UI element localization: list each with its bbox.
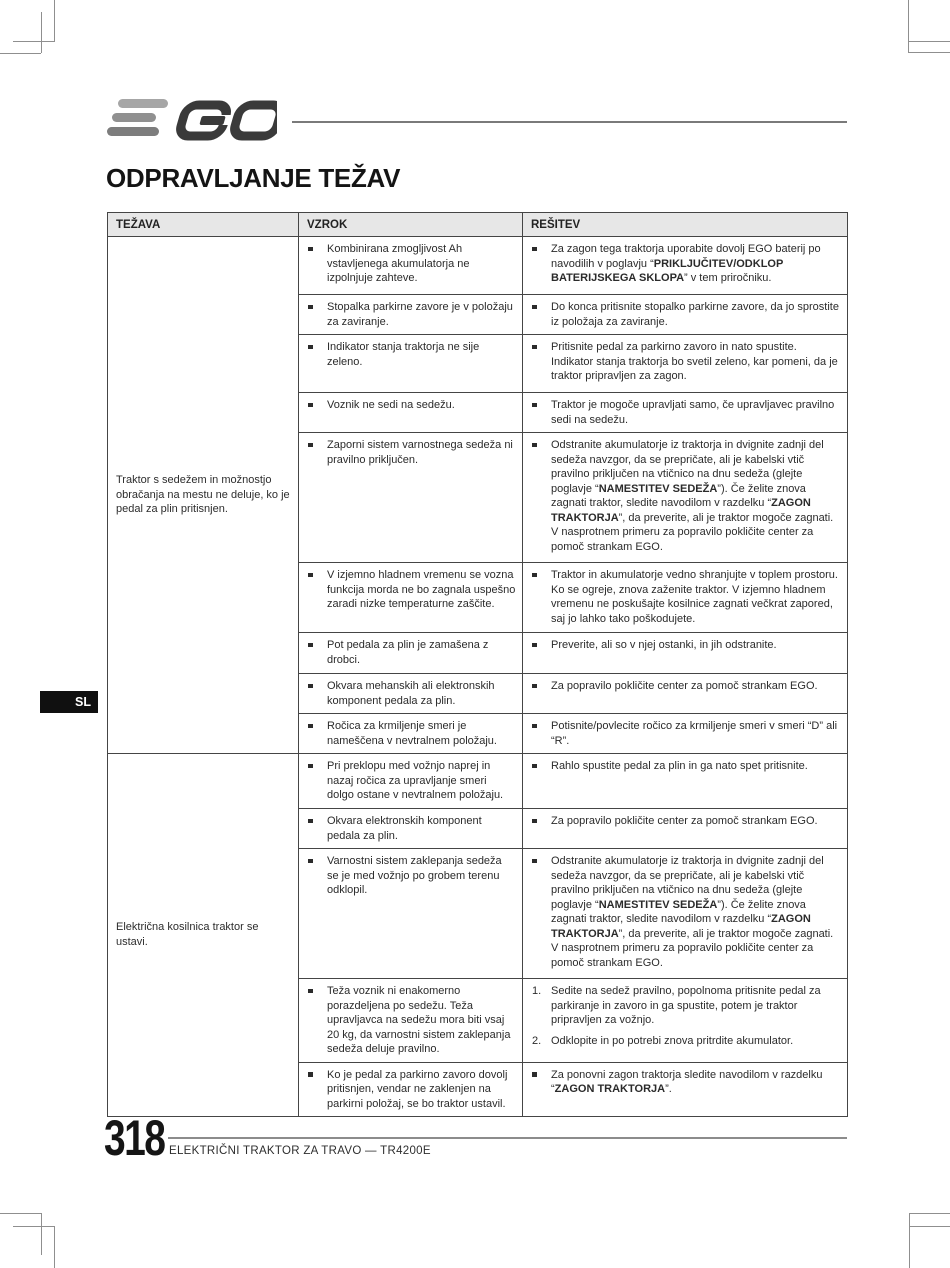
problem-cell: Električna kosilnica traktor se ustavi. — [108, 754, 299, 1117]
bullet-icon — [532, 345, 537, 350]
bullet-icon — [532, 724, 537, 729]
bullet-icon — [532, 247, 537, 252]
solution-text: Rahlo spustite pedal za plin in ga nato spet pritisnite. — [551, 760, 808, 773]
solution-cell — [523, 237, 848, 295]
solution-text: Preverite, ali so v njej ostanki, in jih odstranite. — [551, 639, 777, 652]
cause-text: Ročica za krmiljenje smeri je nameščena v nevtralnem položaju. — [327, 720, 497, 747]
bullet-icon — [308, 403, 313, 408]
solution-text: Traktor je mogoče upravljati samo, če upravljavec pravilno sedi na sedežu. — [551, 399, 835, 426]
crop-mark — [908, 0, 909, 53]
bullet-icon — [308, 859, 313, 864]
crop-mark — [41, 1213, 42, 1255]
crop-mark — [54, 0, 55, 41]
bullet-icon — [532, 684, 537, 689]
cause-text: Pri preklopu med vožnjo naprej in nazaj ročica za upravljanje smeri dolgo ostane v nevtralnem položaju. — [327, 760, 504, 802]
bullet-icon — [532, 573, 537, 578]
cause-text: Okvara mehanskih ali elektronskih komponent pedala za plin. — [327, 680, 495, 707]
bullet-icon — [532, 643, 537, 648]
crop-mark — [909, 1226, 950, 1227]
solution-cell — [523, 714, 848, 754]
solution-cell — [523, 674, 848, 714]
col-header-solution: REŠITEV — [523, 213, 848, 237]
crop-mark — [908, 41, 950, 42]
bullet-icon — [532, 859, 537, 864]
crop-mark — [54, 1226, 55, 1268]
bullet-icon — [308, 573, 313, 578]
solution-cell — [523, 849, 848, 979]
bullet-icon — [308, 1072, 313, 1077]
solution-cell — [523, 433, 848, 563]
table-row — [108, 754, 848, 809]
page-title: ODPRAVLJANJE TEŽAV — [106, 163, 401, 193]
cause-text: Kombinirana zmogljivost Ah vstavljenega akumulatorja ne izpolnjuje zahteve. — [327, 243, 470, 285]
solution-cell — [523, 393, 848, 433]
bullet-icon — [308, 247, 313, 252]
bullet-icon — [532, 305, 537, 310]
crop-mark — [909, 1213, 910, 1268]
cause-text: V izjemno hladnem vremenu se vozna funkcija morda ne bo zagnala uspešno zaradi nizke temperaturne zaščite. — [327, 569, 516, 611]
footer-model-text: ELEKTRIČNI TRAKTOR ZA TRAVO — TR4200E — [169, 1145, 431, 1157]
list-number: 2. — [532, 1034, 542, 1047]
cause-cell — [299, 674, 523, 714]
cause-cell — [299, 754, 523, 809]
solution-text: Traktor in akumulatorje vedno shranjujte v toplem prostoru. Ko se ogreje, znova zaženite traktor. V izjemno hladnem vremenu ne poskušajte kosilnice zagnati večkrat zapored, saj jo lahko tako poškodujete. — [551, 569, 838, 625]
solution-cell — [523, 335, 848, 393]
bullet-icon — [308, 819, 313, 824]
page-number: 318 — [104, 1110, 165, 1166]
bullet-icon — [532, 443, 537, 448]
cause-text: Indikator stanja traktorja ne sije zeleno. — [327, 341, 480, 368]
bullet-icon — [308, 989, 313, 994]
cause-cell — [299, 433, 523, 563]
crop-mark — [13, 1226, 54, 1227]
solution-text: Odklopite in po potrebi znova pritrdite akumulator. — [551, 1034, 794, 1047]
bullet-icon — [532, 764, 537, 769]
cause-cell — [299, 633, 523, 674]
cause-cell — [299, 393, 523, 433]
solution-cell — [523, 563, 848, 633]
troubleshooting-table-body — [108, 237, 848, 1117]
cause-cell — [299, 335, 523, 393]
cause-cell — [299, 295, 523, 335]
solution-cell — [523, 633, 848, 674]
bullet-icon — [308, 643, 313, 648]
ego-logo — [105, 98, 277, 142]
bullet-icon — [532, 403, 537, 408]
solution-text: Za zagon tega traktorja uporabite dovolj EGO baterij po navodilih v poglavju “PRIKLJUČITEV/ODKLOP BATERIJSKEGA SKLOPA” v tem priročniku. — [551, 243, 821, 285]
solution-cell — [523, 979, 848, 1063]
solution-text: Sedite na sedež pravilno, popolnoma pritisnite pedal za parkiranje in zavoro in ga spustite, potem je traktor pripravljen za vožnjo. — [551, 985, 821, 1027]
solution-cell — [523, 295, 848, 335]
footer-rule — [168, 1137, 847, 1139]
solution-text: Pritisnite pedal za parkirno zavoro in nato spustite. Indikator stanja traktorja bo svetil zeleno, kar pomeni, da je traktor pripravljen za zagon. — [551, 341, 838, 383]
solution-text: Odstranite akumulatorje iz traktorja in dvignite zadnji del sedeža navzgor, da se prepričate, ali je kabelski vtič pravilno priključen na vtičnico na dnu sedeža (glejte poglavje “NAMESTITEV SEDEŽA”). Če želite znova zagnati traktor, sledite navodilom v razdelku “ZAGON TRAKTORJA”, da preverite, ali je traktor mogoče zagnati. V nasprotnem primeru za popravilo pokličite center za pomoč strankam EGO. — [551, 439, 834, 553]
bullet-icon — [308, 345, 313, 350]
solution-text: Za ponovni zagon traktorja sledite navodilom v razdelku “ZAGON TRAKTORJA”. — [551, 1068, 823, 1096]
solution-text: Za popravilo pokličite center za pomoč strankam EGO. — [551, 680, 818, 693]
col-header-cause: VZROK — [299, 213, 523, 237]
cause-cell — [299, 714, 523, 754]
cause-cell — [299, 237, 523, 295]
bullet-icon — [308, 305, 313, 310]
crop-mark — [908, 52, 950, 53]
cause-text: Zaporni sistem varnostnega sedeža ni pravilno priključen. — [327, 439, 513, 466]
solution-cell — [523, 1062, 848, 1117]
bullet-icon — [308, 764, 313, 769]
table-header-row — [108, 213, 848, 237]
cause-text: Voznik ne sedi na sedežu. — [327, 399, 455, 412]
cause-cell — [299, 849, 523, 979]
cause-cell — [299, 809, 523, 849]
cause-text: Stopalka parkirne zavore je v položaju za zaviranje. — [327, 301, 513, 328]
header-rule — [292, 121, 847, 123]
crop-mark — [13, 41, 55, 42]
solution-text: Za popravilo pokličite center za pomoč strankam EGO. — [551, 815, 818, 828]
cause-text: Teža voznik ni enakomerno porazdeljena po sedežu. Teža upravljavca na sedežu mora biti vsaj 20 kg, da varnostni sistem zaklepanja sedeža deluje pravilno. — [327, 985, 511, 1056]
cause-cell — [299, 1062, 523, 1117]
crop-mark — [0, 1213, 41, 1214]
crop-mark — [909, 1213, 950, 1214]
cause-text: Okvara elektronskih komponent pedala za plin. — [327, 815, 482, 842]
bullet-icon — [532, 819, 537, 824]
troubleshooting-table — [107, 212, 848, 1117]
col-header-problem: TEŽAVA — [108, 213, 299, 237]
cause-cell — [299, 563, 523, 633]
bullet-icon — [308, 724, 313, 729]
cause-text: Varnostni sistem zaklepanja sedeža se je med vožnjo po grobem terenu odklopil. — [327, 855, 502, 897]
solution-cell — [523, 754, 848, 809]
solution-cell — [523, 809, 848, 849]
solution-text: Potisnite/povlecite ročico za krmiljenje smeri v smeri “D” ali “R”. — [551, 720, 838, 747]
crop-mark — [41, 12, 42, 53]
bullet-icon — [308, 684, 313, 689]
problem-cell: Traktor s sedežem in možnostjo obračanja na mestu ne deluje, ko je pedal za plin pritisnjen. — [108, 237, 299, 754]
bullet-icon — [532, 1072, 537, 1077]
solution-text: Odstranite akumulatorje iz traktorja in dvignite zadnji del sedeža navzgor, da se prepričate, ali je kabelski vtič pravilno priključen na vtičnico na dnu sedeža (glejte poglavje “NAMESTITEV SEDEŽA”). Če želite znova zagnati traktor, sledite navodilom v razdelku “ZAGON TRAKTORJA”, da preverite, ali je traktor mogoče zagnati. V nasprotnem primeru za popravilo pokličite center za pomoč strankam EGO. — [551, 855, 834, 969]
language-tab: SL — [40, 691, 98, 713]
crop-mark — [0, 53, 41, 54]
list-number: 1. — [532, 985, 542, 998]
table-row — [108, 237, 848, 295]
cause-cell — [299, 979, 523, 1063]
cause-text: Ko je pedal za parkirno zavoro dovolj pritisnjen, vendar ne zaklenjen na parkirni položaj, se bo traktor ustavil. — [327, 1068, 508, 1110]
bullet-icon — [308, 443, 313, 448]
solution-text: Do konca pritisnite stopalko parkirne zavore, da jo sprostite iz položaja za zaviranje. — [551, 301, 839, 328]
cause-text: Pot pedala za plin je zamašena z drobci. — [327, 639, 489, 666]
